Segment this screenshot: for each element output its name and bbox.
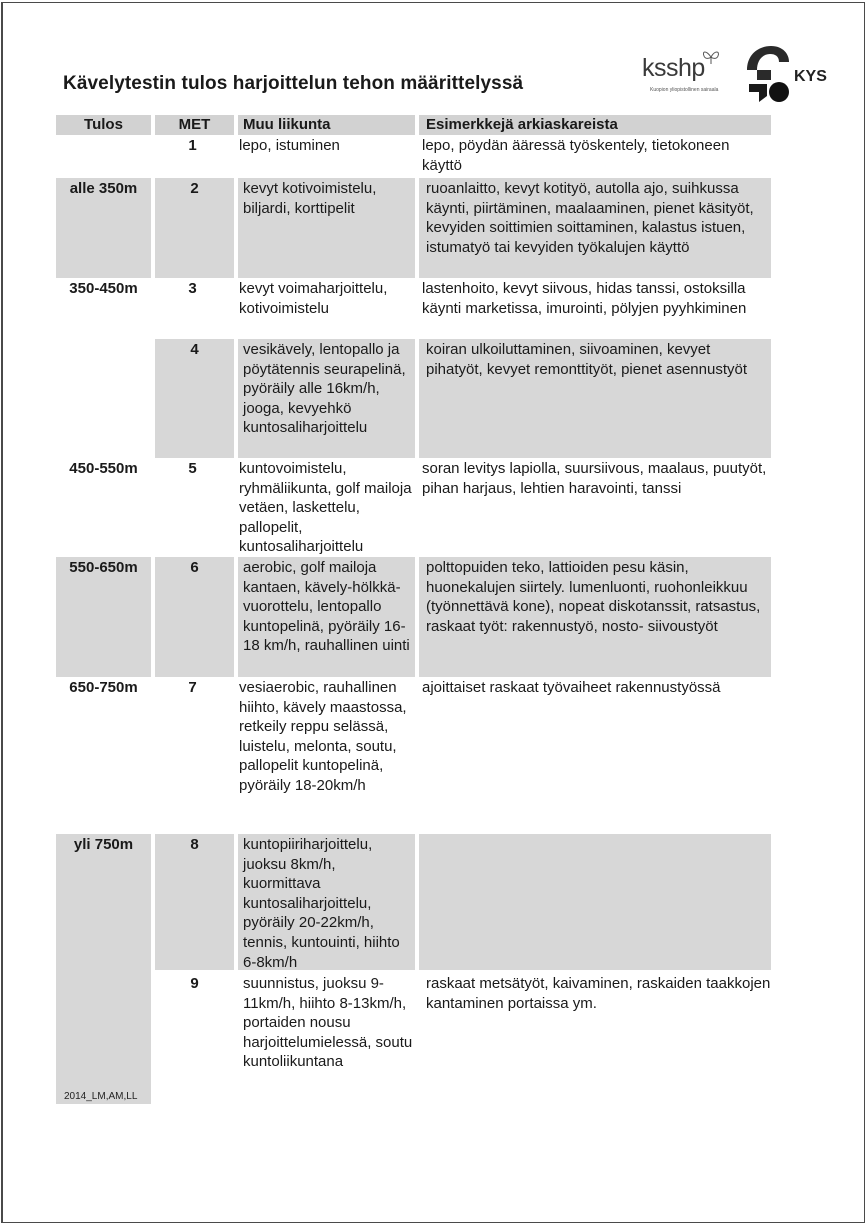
cell-met: 5	[188, 460, 197, 477]
table-row	[56, 178, 771, 278]
kys-logo-text: KYS	[794, 68, 827, 85]
kys-logo	[745, 44, 835, 104]
table-row	[56, 339, 771, 458]
cell-esimerkkeja: ajoittaiset raskaat työvaiheet rakennustyössä	[422, 679, 721, 696]
page-title: Kävelytestin tulos harjoittelun tehon määrittelyssä	[63, 73, 524, 94]
ksshp-logo-subtitle: Kuopion yliopistollinen sairaala	[650, 87, 719, 93]
cell-muu-liikunta: kevyt voimaharjoittelu, kotivoimistelu	[239, 280, 388, 317]
cell-tulos: 550-650m	[56, 557, 151, 677]
cell-muu-liikunta: suunnistus, juoksu 9-11km/h, hiihto 8-13km/h, portaiden nousu harjoittelumielessä, soutu kuntoliikuntana	[234, 970, 415, 1104]
ksshp-logo	[640, 48, 722, 96]
cell-muu-liikunta: vesikävely, lentopallo ja pöytätennis seurapelinä, pyöräily alle 16km/h, jooga, kevyehkö kuntosaliharjoittelu	[234, 339, 415, 458]
table-row	[56, 677, 771, 834]
cell-tulos	[56, 339, 151, 458]
cell-esimerkkeja: ruoanlaitto, kevyt kotityö, autolla ajo, suihkussa käynti, piirtäminen, maalaaminen, pienet käsityöt, kevyiden soittimien soittaminen, kalastus istuen, istumatyö tai kevyiden työkalujen käyttö	[415, 178, 771, 278]
cell-esimerkkeja: raskaat metsätyöt, kaivaminen, raskaiden taakkojen kantaminen portaissa ym.	[415, 970, 771, 1104]
cell-tulos: alle 350m	[56, 178, 151, 278]
header-muu-liikunta: Muu liikunta	[234, 115, 415, 135]
header-met: MET	[151, 115, 234, 135]
cell-met: 6	[151, 557, 234, 677]
cell-muu-liikunta: vesiaerobic, rauhallinen hiihto, kävely maastossa, retkeily reppu selässä, luistelu, melonta, soutu, pallopelit kuntopelinä, pyöräily 18-20km/h	[239, 679, 407, 794]
cell-met: 4	[151, 339, 234, 458]
cell-esimerkkeja	[415, 834, 771, 970]
kys-emblem-icon	[745, 44, 795, 104]
cell-met: 1	[188, 137, 197, 154]
cell-met: 3	[188, 280, 197, 297]
footer-code: 2014_LM,AM,LL	[64, 1091, 138, 1102]
cell-met: 8	[151, 834, 234, 970]
table-row	[151, 834, 771, 970]
cell-met: 7	[188, 679, 197, 696]
cell-esimerkkeja: polttopuiden teko, lattioiden pesu käsin, huonekalujen siirtely. lumenluonti, ruohonleikkuu (työnnettävä kone), nopeat diskotanssit, ratsastus, raskaat työt: rakennustyö, nosto- siivoustyöt	[415, 557, 771, 677]
table-header-row	[56, 115, 771, 135]
table-row	[151, 970, 771, 1104]
cell-met: 9	[151, 970, 234, 1104]
cell-muu-liikunta: kuntopiiriharjoittelu, juoksu 8km/h, kuormittava kuntosaliharjoittelu, pyöräily 20-22km/h, tennis, kuntouinti, hiihto 6-8km/h	[234, 834, 415, 970]
cell-tulos: 350-450m	[69, 280, 138, 297]
cell-tulos: yli 750m	[56, 834, 151, 1104]
cell-muu-liikunta: lepo, istuminen	[239, 137, 340, 154]
table-row	[56, 278, 771, 339]
cell-muu-liikunta: kevyt kotivoimistelu, biljardi, korttipelit	[234, 178, 415, 278]
table-row-group	[56, 834, 771, 1104]
cell-esimerkkeja: lastenhoito, kevyt siivous, hidas tanssi, ostoksilla käynti marketissa, imurointi, pölyjen pyyhkiminen	[422, 280, 747, 317]
cell-tulos: 650-750m	[69, 679, 138, 696]
ksshp-logo-text: ksshp	[642, 54, 705, 82]
table-row	[56, 557, 771, 677]
cell-muu-liikunta: aerobic, golf mailoja kantaen, kävely-hölkkä-vuorottelu, lentopallo kuntopelinä, pyöräily 16-18 km/h, rauhallinen uinti	[234, 557, 415, 677]
sub-rows	[151, 834, 771, 1104]
cell-tulos	[56, 135, 151, 178]
met-table	[56, 115, 771, 1104]
table-row	[56, 135, 771, 178]
table-row	[56, 458, 771, 557]
header-esimerkkeja: Esimerkkejä arkiaskareista	[415, 115, 771, 135]
butterfly-icon	[700, 48, 722, 66]
cell-esimerkkeja: lepo, pöydän ääressä työskentely, tietokoneen käyttö	[422, 137, 730, 174]
cell-tulos: 450-550m	[69, 460, 138, 477]
cell-esimerkkeja: soran levitys lapiolla, suursiivous, maalaus, puutyöt, pihan harjaus, lehtien haravointi, tanssi	[422, 460, 767, 497]
header-tulos: Tulos	[56, 115, 151, 135]
cell-esimerkkeja: koiran ulkoiluttaminen, siivoaminen, kevyet pihatyöt, kevyet remonttityöt, pienet asennustyöt	[415, 339, 771, 458]
cell-muu-liikunta: kuntovoimistelu, ryhmäliikunta, golf mailoja vetäen, laskettelu, pallopelit, kuntosaliharjoittelu	[239, 460, 412, 556]
cell-met: 2	[151, 178, 234, 278]
